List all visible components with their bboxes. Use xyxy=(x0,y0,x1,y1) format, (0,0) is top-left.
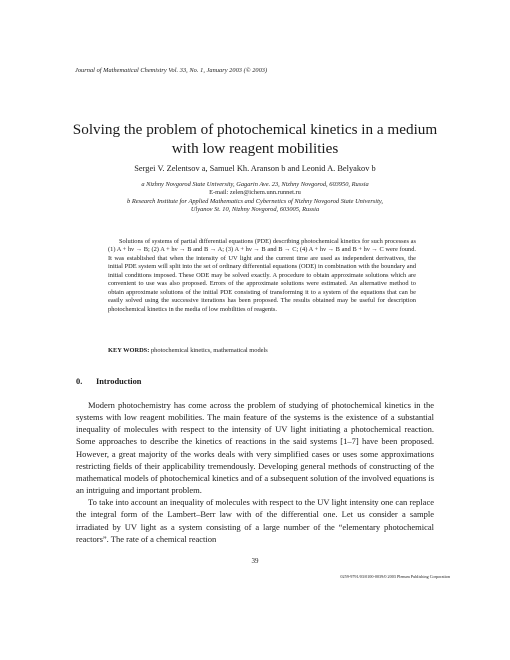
author-email: E-mail: zelen@ichem.unn.runnet.ru xyxy=(209,189,301,197)
section-heading xyxy=(76,377,434,386)
page-number: 39 xyxy=(251,557,259,565)
body-text xyxy=(76,399,434,545)
keywords-text: photochemical kinetics, mathematical models xyxy=(150,347,268,354)
journal-citation: Journal of Mathematical Chemistry Vol. 33, No. 1, January 2003 (© 2003) xyxy=(75,67,268,74)
title-line-2: with low reagent mobilities xyxy=(171,140,339,157)
section-number: 0. xyxy=(76,377,83,386)
affiliation-a-text: a Nizhny Novgorod State University, Gagarin Ave. 23, Nizhny Novgorod, 603950, Russia xyxy=(141,181,369,188)
section-title: Introduction xyxy=(96,377,142,386)
title-line-1: Solving the problem of photochemical kinetics in a medium xyxy=(72,121,438,138)
copyright-footer: 0259-9791/03/0100-0039/0 2003 Plenum Publishing Corporation xyxy=(340,574,450,579)
abstract xyxy=(108,238,416,314)
body-paragraph-1: Modern photochemistry has come across the problem of studying of photochemical kinetics in the systems with low reagent mobilities. The main feature of the systems is the existence of a substantial inequality of molecules with respect to the intensity of UV light initiating a photochemical reaction. Some approaches to describe the kinetics of reactions in the said systems [1–7] have been proposed. However, a great majority of the works deals with very simplified cases or uses some approximations restricting fields of their applicability tremendously. Developing general methods of constructing of the mathematical models of photochemical kinetics and of a subsequent solution of the involved equations is an intriguing and important problem. xyxy=(76,400,434,496)
keywords-label: KEY WORDS: xyxy=(108,347,150,354)
author-list: Sergei V. Zelentsov a, Samuel Kh. Aranson b and Leonid A. Belyakov b xyxy=(134,164,376,173)
keywords xyxy=(108,347,416,354)
paper-title xyxy=(40,120,470,158)
affiliation-b-line-2: Ulyanov St. 10, Nizhny Novgorod, 603005, Russia xyxy=(190,206,320,214)
abstract-text: Solutions of systems of partial differential equations (PDE) describing photochemical kinetics for such processes as (1) A + hν → B; (2) A + hν → B and B → A; (3) A + hν → B and B → C; (4) A + hν → B and B + hν → C were found. It was established that when the intensity of UV light and the current time are used as independent derivatives, the initial PDE system will split into the set of ordinary differential equations (ODE) in combination with the boundary and initial conditions imposed. These ODE may be solved exactly. A procedure to obtain approximate solutions which are convenient to use was also proposed. Errors of the approximate solutions were estimated. An alternative method to obtain approximate solutions of the initial PDE consisting of transforming it to a system of the equations that can be easily solved using the successive iterations has been proposed. The results obtained may be useful for description photochemical kinetics in the media of low mobilities of reagents. xyxy=(108,238,416,313)
affiliation-a xyxy=(60,181,450,198)
body-paragraph-2: To take into account an inequality of molecules with respect to the UV light intensity one can replace the integral form of the Lambert–Berr law with of the differential one. Let us consider a sample irradiated by UV light as a system consisting of a large number of the “elementary photochemical reactors”. The rate of a chemical reaction xyxy=(76,497,434,544)
affiliation-b xyxy=(60,198,450,215)
affiliation-b-line-1: b Research Institute for Applied Mathematics and Cybernetics of Nizhny Novgorod State University, xyxy=(127,198,383,205)
